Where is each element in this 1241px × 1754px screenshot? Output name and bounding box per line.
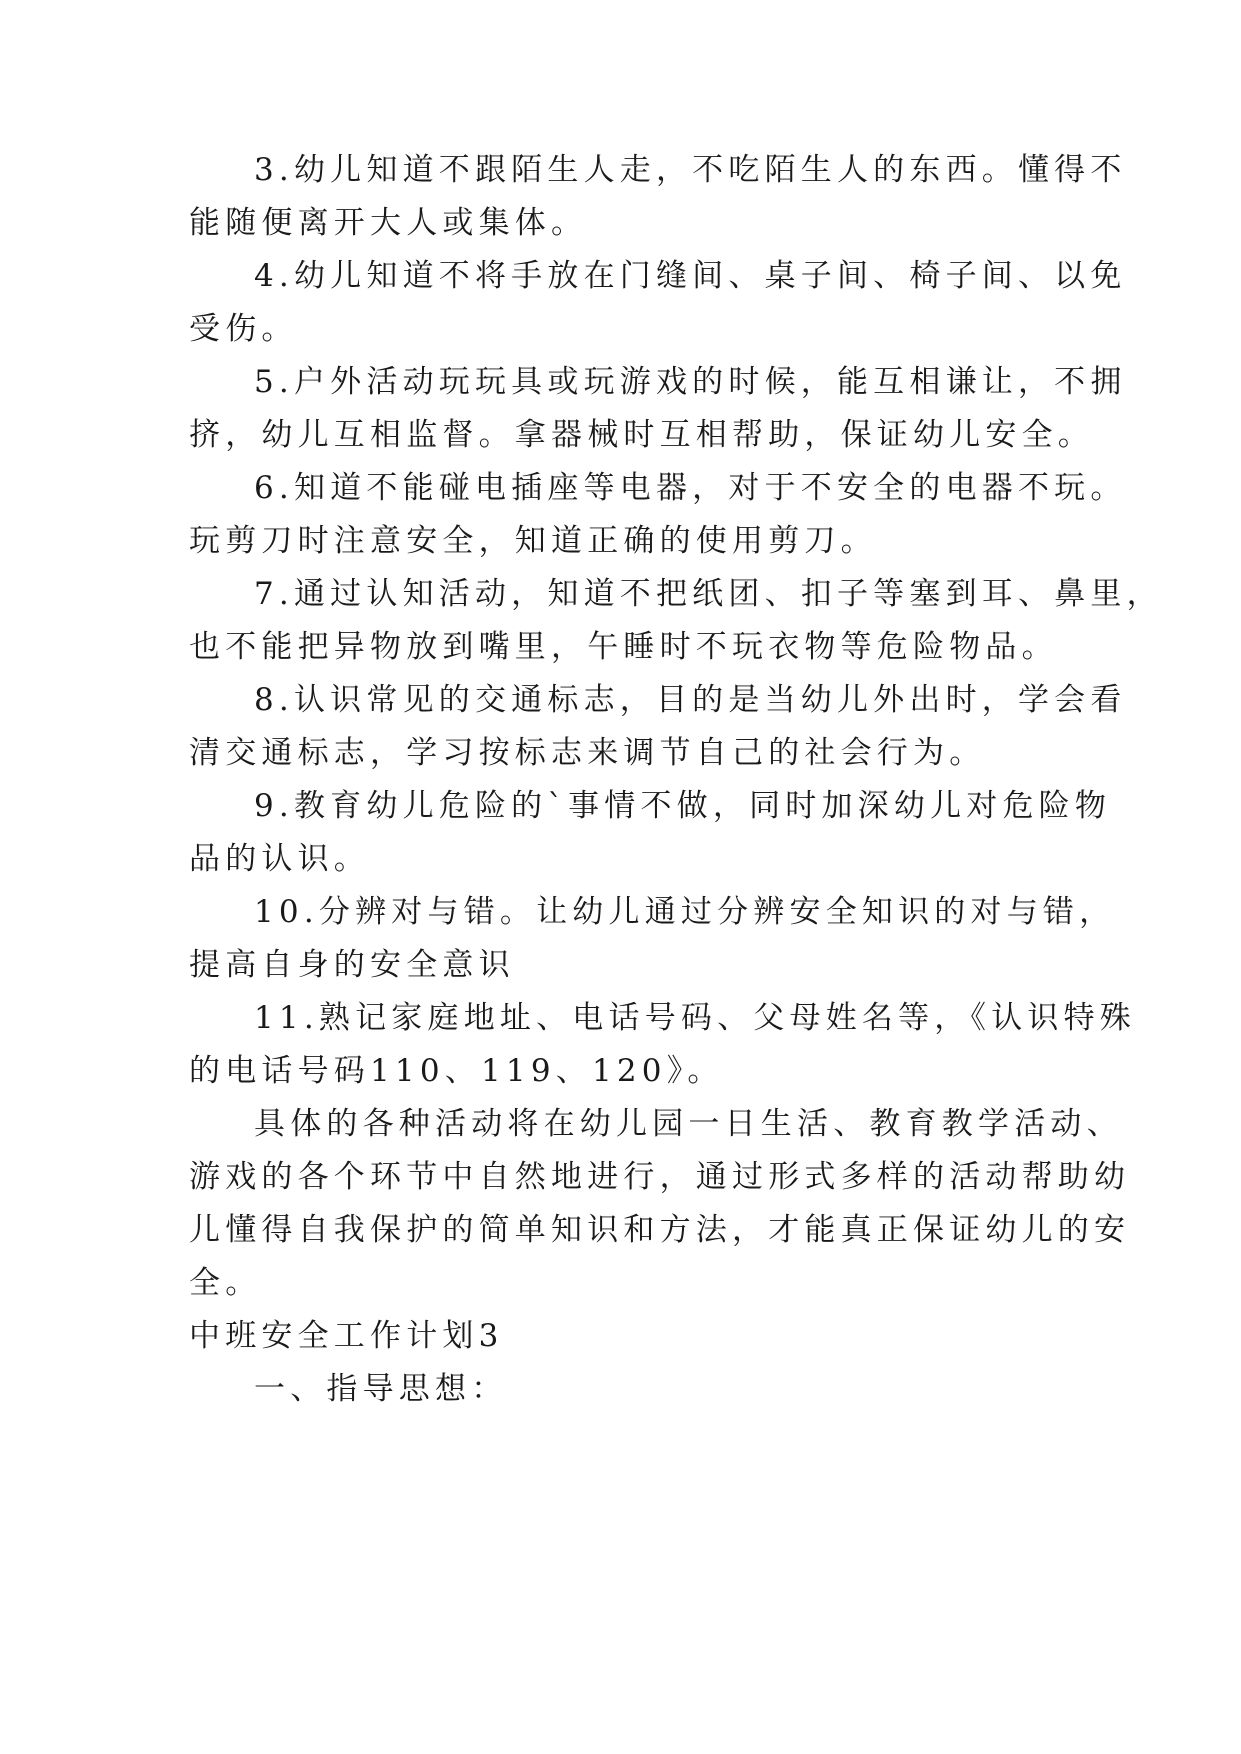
- summary-line-4: 全。: [189, 1265, 262, 1301]
- item-6-line-2: 玩剪刀时注意安全，知道正确的使用剪刀。: [189, 523, 877, 559]
- section-heading: 中班安全工作计划3: [189, 1318, 504, 1354]
- summary-line-2: 游戏的各个环节中自然地进行，通过形式多样的活动帮助幼: [189, 1159, 1131, 1195]
- item-10-line-2: 提高自身的安全意识: [189, 947, 515, 983]
- item-9-line-1: 9.教育幼儿危险的`事情不做，同时加深幼儿对危险物: [254, 788, 1112, 824]
- item-11-line-2: 的电话号码110、119、120》。: [189, 1053, 724, 1089]
- item-6-line-1: 6.知道不能碰电插座等电器，对于不安全的电器不玩。: [254, 470, 1127, 506]
- item-8-line-1: 8.认识常见的交通标志，目的是当幼儿外出时，学会看: [254, 682, 1127, 718]
- summary-line-1: 具体的各种活动将在幼儿园一日生活、教育教学活动、: [254, 1106, 1123, 1142]
- subsection-heading: 一、指导思想：: [254, 1371, 508, 1407]
- item-5-line-2: 挤，幼儿互相监督。拿器械时互相帮助，保证幼儿安全。: [189, 417, 1094, 453]
- item-5-line-1: 5.户外活动玩玩具或玩游戏的时候，能互相谦让，不拥: [254, 364, 1127, 400]
- item-4-line-1: 4.幼儿知道不将手放在门缝间、桌子间、椅子间、以免: [254, 258, 1127, 294]
- item-10-line-1: 10.分辨对与错。让幼儿通过分辨安全知识的对与错，: [254, 894, 1116, 930]
- summary-line-3: 儿懂得自我保护的简单知识和方法，才能真正保证幼儿的安: [189, 1212, 1131, 1248]
- item-7-line-2: 也不能把异物放到嘴里，午睡时不玩衣物等危险物品。: [189, 629, 1058, 665]
- item-8-line-2: 清交通标志，学习按标志来调节自己的社会行为。: [189, 735, 986, 771]
- item-4-line-2: 受伤。: [189, 311, 298, 347]
- item-3-line-2: 能随便离开大人或集体。: [189, 205, 588, 241]
- item-9-line-2: 品的认识。: [189, 841, 370, 877]
- item-3-line-1: 3.幼儿知道不跟陌生人走，不吃陌生人的东西。懂得不: [254, 152, 1127, 188]
- item-11-line-1: 11.熟记家庭地址、电话号码、父母姓名等，《认识特殊: [254, 1000, 1136, 1036]
- item-7-line-1: 7.通过认知活动，知道不把纸团、扣子等塞到耳、鼻里，: [254, 576, 1163, 612]
